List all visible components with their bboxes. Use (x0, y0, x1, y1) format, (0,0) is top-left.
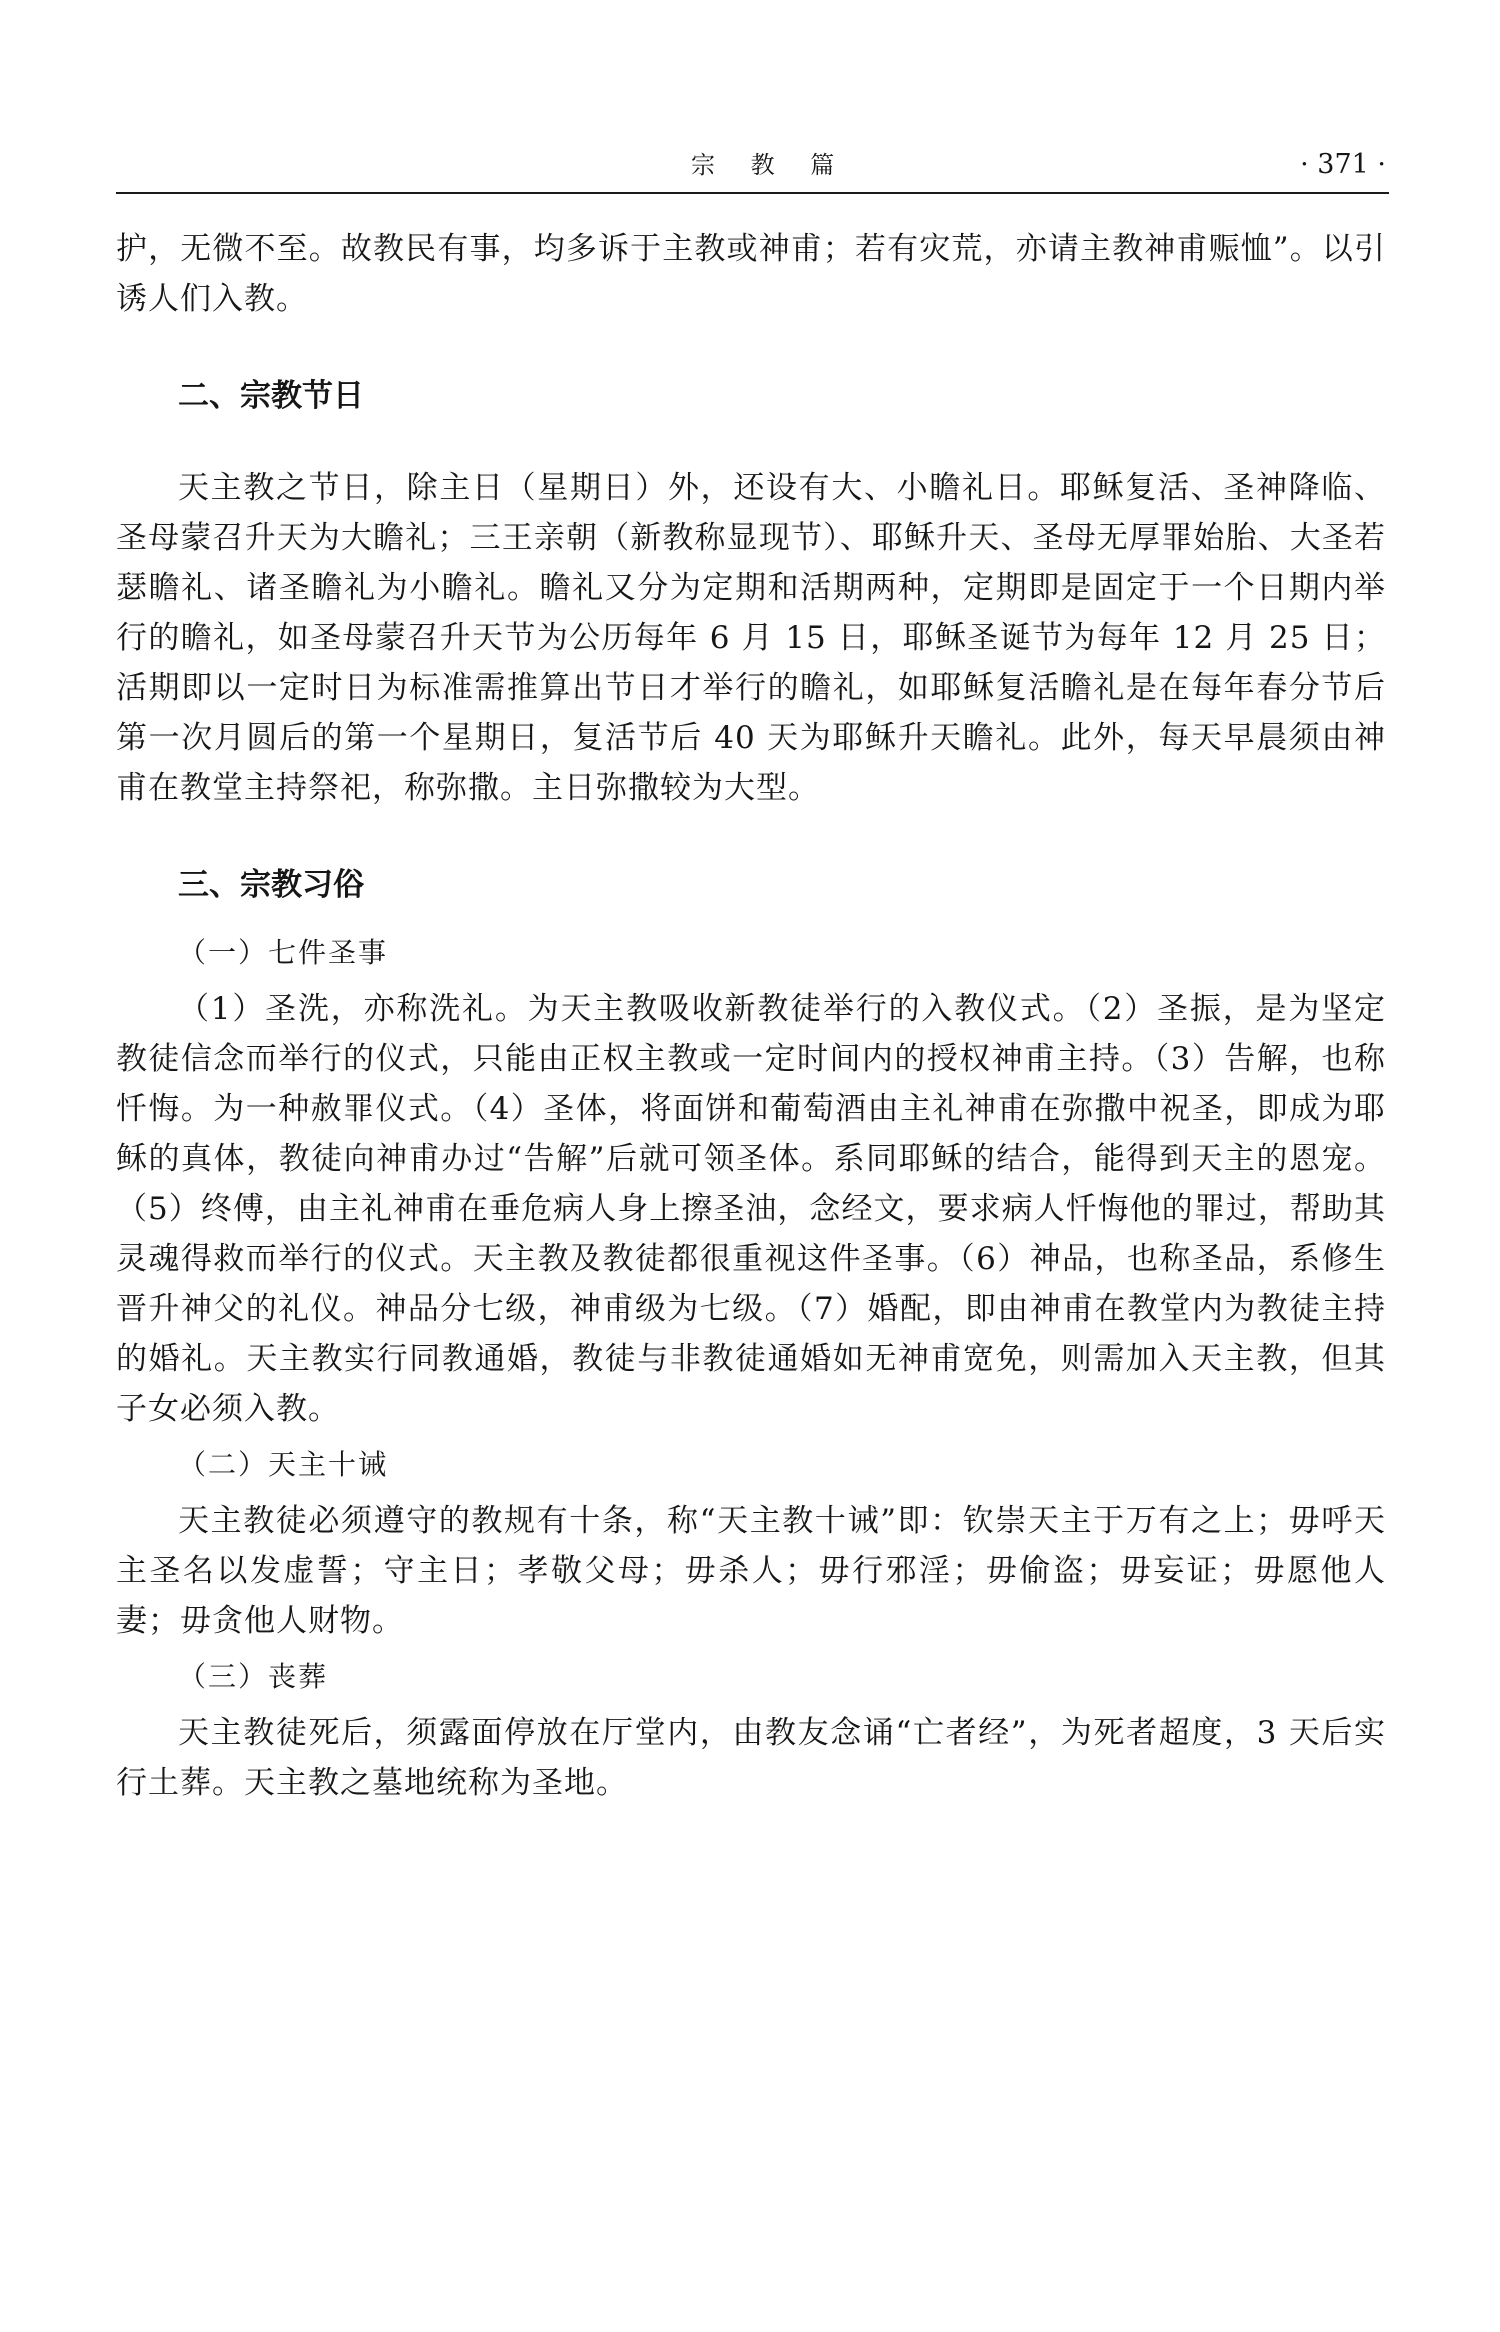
section2-paragraph: 天主教之节日，除主日（星期日）外，还设有大、小瞻礼日。耶稣复活、圣神降临、圣母蒙召升天为大瞻礼；三王亲朝（新教称显现节）、耶稣升天、圣母无厚罪始胎、大圣若瑟瞻礼、诸圣瞻礼为小瞻礼。瞻礼又分为定期和活期两种，定期即是固定于一个日期内举行的瞻礼，如圣母蒙召升天节为公历每年 6 月 15 日，耶稣圣诞节为每年 12 月 25 日；活期即以一定时日为标准需推算出节日才举行的瞻礼，如耶稣复活瞻礼是在每年春分节后第一次月圆后的第一个星期日，复活节后 40 天为耶稣升天瞻礼。此外，每天早晨须由神甫在教堂主持祭祀，称弥撒。主日弥撒较为大型。 (116, 470, 1386, 806)
spacer (116, 910, 1386, 928)
sub2-heading: （二）天主十诫 (178, 1448, 389, 1481)
header-rule (116, 192, 1389, 194)
section2-heading: 二、宗教节日 (178, 378, 364, 414)
page-number: · 371 · (1300, 149, 1386, 180)
sub1-heading: （一）七件圣事 (178, 936, 389, 969)
sub3-paragraph: 天主教徒死后，须露面停放在厅堂内，由教友念诵“亡者经”，为死者超度，3 天后实行土葬。天主教之墓地统称为圣地。 (116, 1715, 1386, 1801)
spacer (116, 813, 1386, 860)
header-title: 宗 教 篇 (691, 151, 849, 179)
section3-heading: 三、宗教习俗 (178, 867, 364, 903)
sub1-paragraph: （1）圣洗，亦称洗礼。为天主教吸收新教徒举行的入教仪式。（2）圣振，是为坚定教徒信念而举行的仪式，只能由正权主教或一定时间内的授权神甫主持。（3）告解，也称忏悔。为一种赦罪仪式。（4）圣体，将面饼和葡萄酒由主礼神甫在弥撒中祝圣，即成为耶稣的真体，教徒向神甫办过“告解”后就可领圣体。系同耶稣的结合，能得到天主的恩宠。（5）终傅，由主礼神甫在垂危病人身上擦圣油，念经文，要求病人忏悔他的罪过，帮助其灵魂得救而举行的仪式。天主教及教徒都很重视这件圣事。（6）神品，也称圣品，系修生晋升神父的礼仪。神品分七级，神甫级为七级。（7）婚配，即由神甫在教堂内为教徒主持的婚礼。天主教实行同教通婚，教徒与非教徒通婚如无神甫宽免，则需加入天主教，但其子女必须入教。 (116, 991, 1386, 1427)
spacer (116, 324, 1386, 371)
spacer (116, 421, 1386, 463)
page-content (116, 224, 1386, 1808)
intro-paragraph: 护，无微不至。故教民有事，均多诉于主教或神甫；若有灾荒，亦请主教神甫赈恤”。以引诱人们入教。 (116, 231, 1386, 317)
running-header (116, 145, 1386, 191)
sub2-paragraph: 天主教徒必须遵守的教规有十条，称“天主教十诫”即：钦崇天主于万有之上；毋呼天主圣名以发虚誓；守主日；孝敬父母；毋杀人；毋行邪淫；毋偷盗；毋妄证；毋愿他人妻；毋贪他人财物。 (116, 1503, 1386, 1639)
sub3-heading: （三）丧葬 (178, 1660, 329, 1693)
